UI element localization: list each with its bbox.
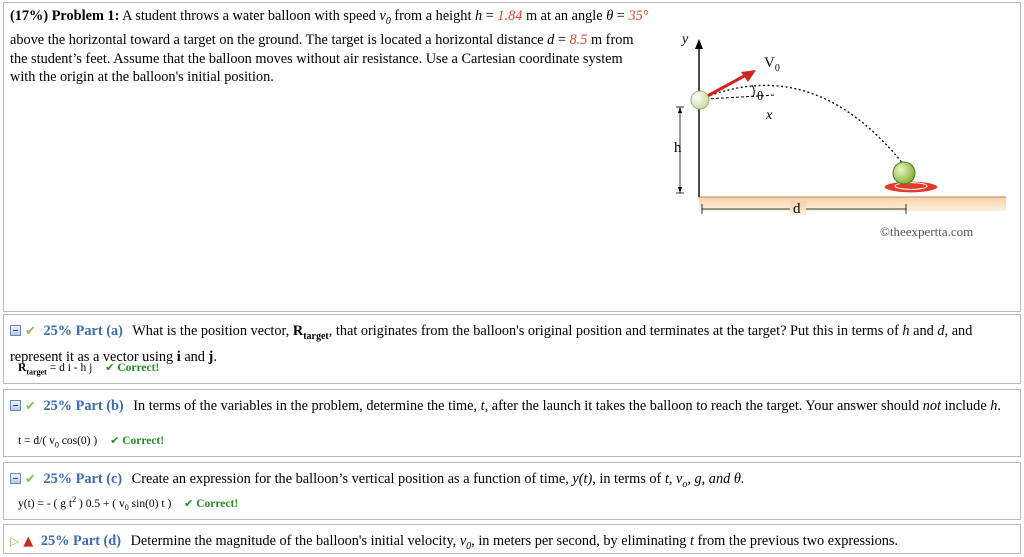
- check-icon: ✔: [25, 399, 36, 414]
- balloon-start: [691, 91, 709, 109]
- problem-text-4: above the horizontal toward a target on the ground. The target is located a horizontal distance: [10, 32, 544, 49]
- collapse-icon[interactable]: [10, 400, 21, 411]
- part-a-question: ✔ 25% Part (a) What is the position vector, $R_{target}$, that originates from the balloon's original position and terminates at the target? Put this in terms of h and d, and represent it as a vector using i and j.: [10, 323, 973, 365]
- correct-label: Correct!: [122, 435, 165, 447]
- problem-statement: (17%) Problem 1: A student throws a water balloon with speed $v_0$ from a height h = 1.84 m at an angle θ = 35° above the horizontal toward a target on the ground. The target is located a horizontal distance d = 8.5 m from the student’s feet. Assume that the balloon moves without air resistance. Use a Cartesian coordinate system with the origin at the balloon's initial position.: [10, 8, 649, 86]
- part-c-answer: y(t) = - ( g $t^2$ ) 0.5 + ( $v_0$ sin(0) t ) ✔ Correct!: [18, 495, 239, 513]
- part-d-label: Part (d): [72, 533, 122, 549]
- part-a-label: Part (a): [75, 323, 123, 339]
- expand-icon[interactable]: ▷: [10, 534, 20, 548]
- part-b-answer: t = d/( $v_0$ cos(0) ) ✔ Correct!: [18, 434, 165, 450]
- problem-text-3: m at an angle: [525, 8, 603, 24]
- theta-label: θ: [757, 88, 764, 103]
- part-c-question: ✔ 25% Part (c) Create an expression for the balloon’s vertical position as a function of time, y(t), in terms of t, $v_o$, g, and θ.: [10, 469, 1018, 495]
- problem-text-5: m from the student’s feet. Assume that the balloon moves without air resistance. Use a Cartesian coordinate system with the origin at the balloon's initial position.: [10, 32, 634, 86]
- collapse-icon[interactable]: [10, 325, 21, 336]
- x-axis: [706, 95, 776, 99]
- theta-value: 35°: [628, 8, 649, 24]
- part-a-answer: $R_{target} = d$ i - h j ✔ Correct!: [18, 361, 160, 377]
- warning-icon: ▲: [23, 534, 34, 549]
- part-d[interactable]: [3, 524, 1021, 554]
- part-c: [3, 462, 1021, 520]
- h-value: 1.84: [497, 8, 523, 24]
- v0-symbol: $v_0$: [379, 8, 391, 27]
- part-d-question: ▷ ▲ 25% Part (d) Determine the magnitude of the balloon's initial velocity, $v_0$, in meters per second, by eliminating t from the previous two expressions.: [10, 533, 899, 552]
- x-axis-label: x: [766, 108, 773, 123]
- problem-label: Problem 1:: [51, 8, 120, 24]
- d-value: 8.5: [569, 32, 588, 49]
- problem-text-2: from a height: [394, 8, 472, 24]
- part-b-question: ✔ 25% Part (b) In terms of the variables in the problem, determine the time, t, after the launch it takes the balloon to reach the target. Your answer should not include h.: [10, 396, 1018, 417]
- correct-label: Correct!: [196, 497, 239, 510]
- trajectory: [706, 85, 904, 165]
- v0-label: $V_0$: [764, 55, 780, 74]
- part-a: [3, 314, 1021, 384]
- problem-figure: [666, 25, 1016, 245]
- check-icon: ✔: [25, 324, 36, 339]
- collapse-icon[interactable]: [10, 473, 21, 484]
- d-label: d: [793, 201, 801, 217]
- part-c-percent: 25%: [43, 471, 73, 487]
- part-b: [3, 389, 1021, 457]
- correct-label: Correct!: [117, 362, 160, 374]
- problem-panel: [3, 2, 1021, 312]
- problem-percent: (17%): [10, 8, 49, 24]
- d-symbol: d: [547, 32, 555, 49]
- check-icon: ✔: [25, 472, 36, 487]
- h-label: h: [674, 140, 682, 156]
- problem-text-1: A student throws a water balloon with speed: [122, 8, 376, 24]
- part-b-label: Part (b): [75, 398, 124, 414]
- h-symbol: h: [475, 8, 483, 24]
- theta-symbol: θ: [606, 8, 614, 24]
- part-b-percent: 25%: [43, 398, 73, 414]
- part-c-label: Part (c): [75, 471, 123, 487]
- image-credit: ©theexpertta.com: [880, 224, 974, 239]
- balloon-end: [893, 162, 915, 184]
- y-axis-label: y: [682, 32, 689, 47]
- part-a-percent: 25%: [43, 323, 73, 339]
- part-d-percent: 25%: [40, 533, 70, 549]
